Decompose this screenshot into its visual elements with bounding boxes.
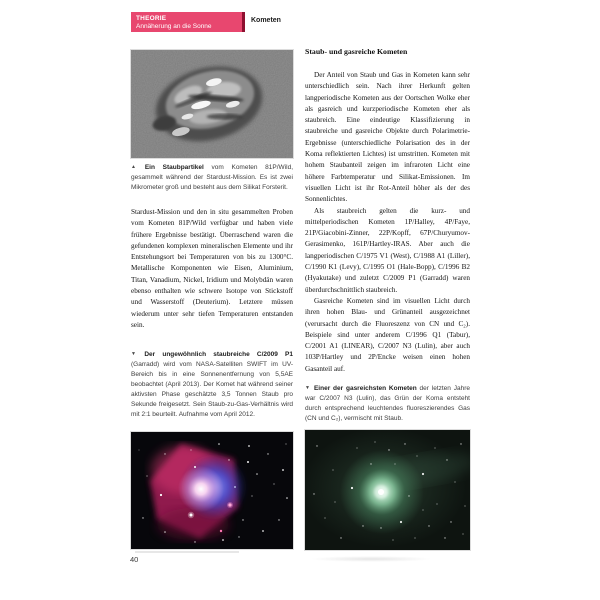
header-rule — [242, 12, 245, 32]
triangle-down-icon: ▼ — [131, 351, 142, 357]
caption-body: vom Kometen 81P/Wild, gesammelt während der Stardust-Mission. Es ist zwei Mikrometer groß und besteht aus dem Silikat Forsterit. — [131, 164, 294, 191]
kicker-subtitle: Annäherung an die Sonne — [136, 22, 212, 30]
dust-particle-caption — [131, 163, 293, 193]
caption-body: der letzten Jahre war C/2007 N3 (Lulin), das Grün der Koma entsteht durch entsprechend leuchtendes fluoreszierendes Gas (CN und C₂), vermischt mit Staub. — [305, 385, 470, 422]
dust-particle-image — [131, 50, 293, 158]
right-body-text — [305, 70, 470, 375]
caption-lead: Ein Staubpartikel — [144, 164, 204, 171]
paragraph-1: Der Anteil von Staub und Gas in Kometen kann sehr unterschiedlich sein. Nach ihrer Herkunft gelten langperiodische Kometen aus der Oortschen Wolke eher als gasreich und kurzperiodische Kometen eher als staubreich. Eine eindeutige Klassifizierung in staubreiche und gasreiche Objekte durch Polarimetrie-Ergebnisse (unterschiedliche Polarisation des in der Koma reflektierten Lichtes) ist umstritten. Kometen mit hohem Staubanteil zeigen im infraroten Licht eine höhere Farbtemperatur und Silikat-Emissionen. Im visuellen Licht ist ihr Rot-Anteil höher als der des Sonnenlichtes. — [305, 71, 470, 204]
caption-lead: Einer der gasreichsten Kometen — [313, 385, 417, 392]
triangle-up-icon: ▲ — [131, 164, 142, 170]
section-kicker — [131, 12, 242, 32]
caption-lead: Der ungewöhnlich staubreiche C/2009 P1 — [144, 351, 293, 358]
section-heading: Staub- und gasreiche Kometen — [305, 47, 408, 56]
kicker-title: THEORIE — [136, 14, 167, 22]
garradd-caption — [131, 350, 293, 420]
page-number: 40 — [130, 555, 139, 564]
paragraph-3: Gasreiche Kometen sind im visuellen Licht durch ihren hohen Blau- und Grünanteil ausgezeichnet (verursacht durch die Fluoreszenz von CN und C₂). Beispiele sind unter anderem C/1996 Q1 (Tabur), C/2001 A1 (LINEAR), C/2007 N3 (Lulin), aber auch 103P/Hartley und 2P/Encke weisen einen hohen Gasanteil auf. — [305, 296, 470, 373]
caption-body: (Garradd) wird vom NASA-Satelliten SWIFT im UV-Bereich bis in eine Sonnenentfernung von 5,5AE beobachtet (April 2013). Der Komet hat während seiner aktivsten Phase geschätzte 3,5 Tonnen Staub pro Sekunde freigesetzt. Sein Staub-zu-Gas-Verhältnis wird mit 2:1 beurteilt. Aufnahme vom April 2012. — [131, 361, 293, 418]
left-body-text: Stardust-Mission und den in situ gesammelten Proben vom Kometen 81P/Wild verfügbar und haben viele frühere Ergebnisse bestätigt. Überraschend waren die gefundenen komplexen mineralischen Elemente und ihr Entstehungsort bei Temperaturen von bis zu 1300°C. Metallische Komponenten wie Eisen, Aluminium, Titan, Vanadium, Nickel, Iridium und Molybdän waren ebenso enthalten wie schwere Isotope von Stickstoff und Wasserstoff (Deuterium). Letztere müssen wiederum unter sehr tiefen Temperaturen entstanden sein. — [131, 208, 293, 329]
paragraph-2: Als staubreich gelten die kurz- und mittelperiodischen Kometen 1P/Halley, 4P/Faye, 21P/Giacobini-Zinner, 22P/Kopff, 67P/Churyumov-Gerasimenko, 161P/Hartley-IRAS. Aber auch die langperiodischen C/1975 V1 (West), C/1988 A1 (Liller), C/1990 K1 (Levy), C/1995 O1 (Hale-Bopp), C/1996 B2 (Hyakutake) und zuletzt C/2009 P1 (Garradd) waren überdurchschnittlich staubreich. — [305, 206, 470, 294]
scan-shadow-right — [310, 556, 432, 562]
scan-shadow-left — [135, 551, 239, 553]
chapter-label: Kometen — [251, 17, 281, 24]
comet-lulin-image — [305, 430, 470, 550]
comet-garradd-uv-image — [131, 432, 293, 549]
triangle-down-icon: ▼ — [305, 385, 311, 391]
lulin-caption — [305, 384, 470, 424]
